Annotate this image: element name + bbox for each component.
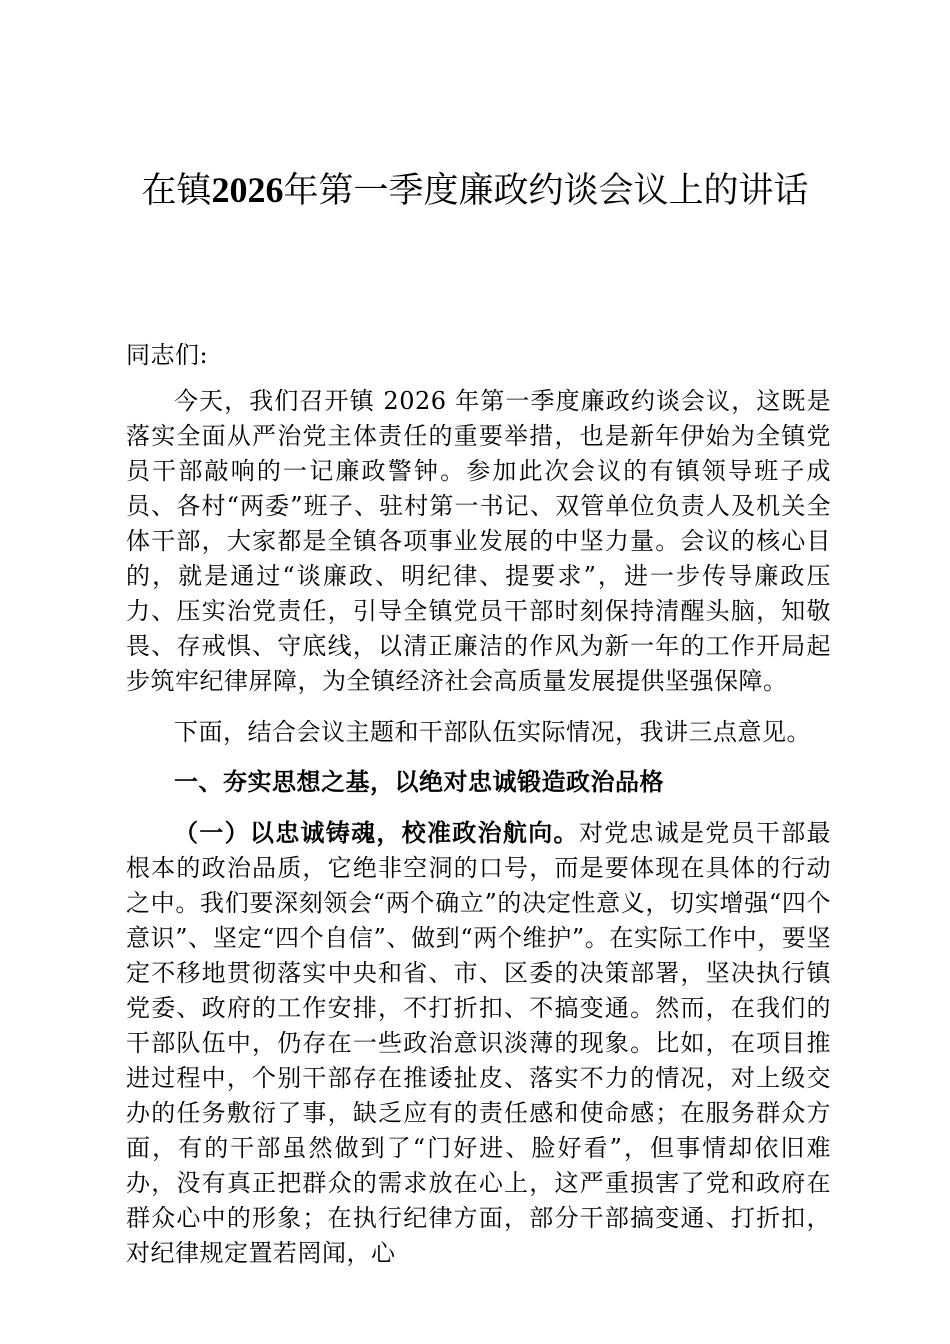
- subheading-1: （一）以忠诚铸魂，校准政治航向。: [174, 818, 579, 847]
- title-year: 2026: [211, 170, 284, 210]
- section-heading-1: 一、夯实思想之基，以绝对忠诚锻造政治品格: [174, 767, 664, 796]
- document-body: [126, 338, 831, 1271]
- paragraph-outline: 下面，结合会议主题和干部队伍实际情况，我讲三点意见。: [174, 718, 811, 746]
- paragraph-opening: 今天，我们召开镇 2026 年第一季度廉政约谈会议，这既是落实全面从严治党主体责任的重要举措，也是新年伊始为全镇党员干部敲响的一记廉政警钟。参加此次会议的有镇领导班子成员、各村“两委”班子、驻村第一书记、双管单位负责人及机关全体干部，大家都是全镇各项事业发展的中坚力量。会议的核心目的，就是通过“谈廉政、明纪律、提要求”，进一步传导廉政压力、压实治党责任，引导全镇党员干部时刻保持清醒头脑，知敬畏、存戒惧、守底线，以清正廉洁的作风为新一年的工作开局起步筑牢纪律屏障，为全镇经济社会高质量发展提供坚强保障。: [126, 387, 831, 695]
- paragraph-section-1-1: [126, 815, 831, 1271]
- paragraph-section-1-1-text: 对党忠诚是党员干部最根本的政治品质，它绝非空洞的口号，而是要体现在具体的行动之中。我们要深刻领会“两个确立”的决定性意义，切实增强“四个意识”、坚定“四个自信”、做到“两个维护”。在实际工作中，要坚定不移地贯彻落实中央和省、市、区委的决策部署，坚决执行镇党委、政府的工作安排，不打折扣、不搞变通。然而，在我们的干部队伍中，仍存在一些政治意识淡薄的现象。比如，在项目推进过程中，个别干部存在推诿扯皮、落实不力的情况，对上级交办的任务敷衍了事，缺乏应有的责任感和使命感；在服务群众方面，有的干部虽然做到了“门好进、脸好看”，但事情却依旧难办，没有真正把群众的需求放在心上，这严重损害了党和政府在群众心中的形象；在执行纪律方面，部分干部搞变通、打折扣，对纪律规定置若罔闻，心: [126, 819, 832, 1267]
- title-suffix: 年第一季度廉政约谈会议上的讲话: [283, 171, 809, 211]
- document-title: [0, 166, 950, 215]
- title-prefix: 在镇: [141, 171, 212, 211]
- salutation: 同志们:: [126, 341, 209, 369]
